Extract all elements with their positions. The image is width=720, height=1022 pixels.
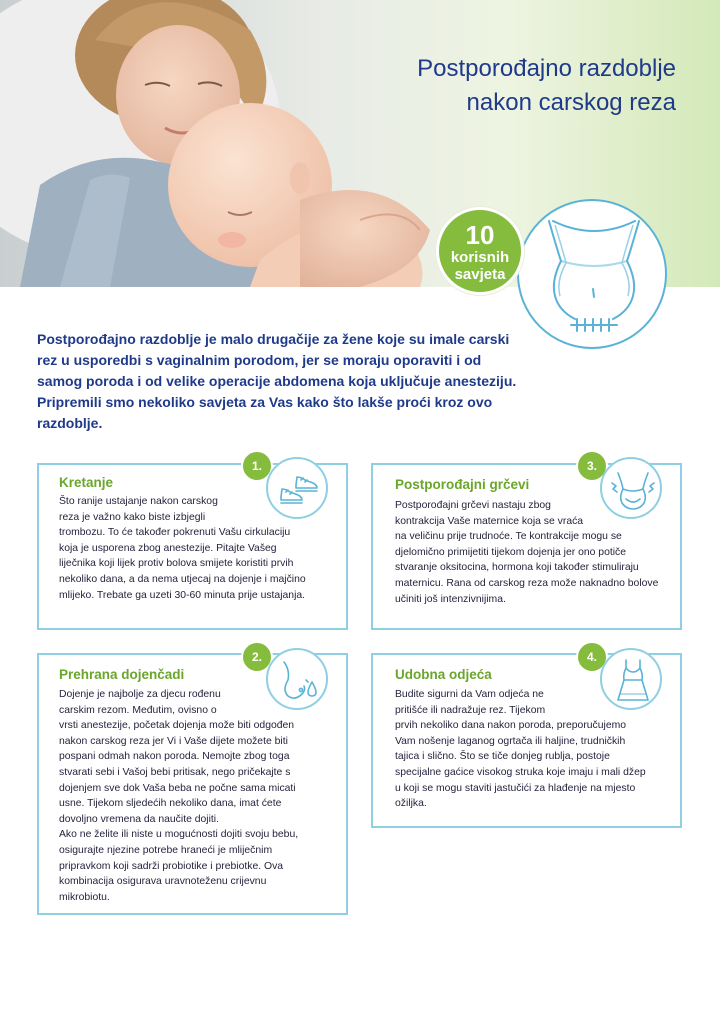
tip-line: osigurajte njezine potrebe hraneći je mliječnim bbox=[59, 844, 273, 856]
tip-line: stvaranje oksitocina, hormona koji također stimuliraju bbox=[395, 562, 639, 574]
uterus-cramp-icon bbox=[602, 459, 664, 521]
tip-number-2: 2. bbox=[241, 641, 273, 673]
tip-line: stvarati sebi i Vašoj bebi pritisak, nego pričekajte s bbox=[59, 766, 291, 778]
tip-icon-circle-3 bbox=[600, 457, 662, 519]
c-section-belly-icon bbox=[519, 201, 669, 351]
tip-title: Udobna odjeća bbox=[395, 667, 492, 682]
page-title bbox=[346, 52, 676, 120]
intro-paragraph: Postporođajno razdoblje je malo drugačije za žene koje su imale carski rez u usporedbi s vaginalnim porodom, jer se moraju oporaviti i od samog poroda i od velike operacije abdomena koja uključuje anesteziju. Pripremili smo nekoliko savjeta za Vas kako što lakše proći kroz ovo razdoblje. bbox=[37, 331, 517, 431]
tip-line: na veličinu prije trudnoće. Te kontrakcije mogu se bbox=[395, 531, 622, 543]
tip-line: Ako ne želite ili niste u mogućnosti dojiti svoju bebu, bbox=[59, 829, 299, 841]
tip-line: kombinacija osigurava uravnoteženu crijevnu bbox=[59, 876, 267, 888]
tip-text bbox=[59, 687, 349, 905]
tip-line: dojenjem sve dok Vaša beba ne počne sama micati bbox=[59, 782, 296, 794]
tip-line: Što ranije ustajanje nakon carskog bbox=[59, 496, 218, 507]
title-line-2: nakon carskog reza bbox=[466, 89, 676, 116]
tip-title: Postporođajni grčevi bbox=[395, 477, 530, 492]
tip-line: Postporođajni grčevi nastaju zbog bbox=[395, 500, 551, 511]
tip-number-1: 1. bbox=[241, 450, 273, 482]
tip-line: pritišće ili nadražuje rez. Tijekom bbox=[395, 704, 546, 716]
tip-line: liječnika koji lijek protiv bolova smijete koristiti prvih bbox=[59, 558, 294, 570]
tip-line: nakon carskog reza jer Vi i Vaše dijete možete biti bbox=[59, 735, 288, 747]
tip-title: Kretanje bbox=[59, 475, 114, 490]
tip-icon-circle-2 bbox=[266, 648, 328, 710]
breast-milk-icon bbox=[268, 650, 330, 712]
tip-line: usne. Tijekom sljedećih nekoliko dana, imat ćete bbox=[59, 798, 282, 810]
tip-line: trombozu. To će također pokrenuti Vašu cirkulaciju bbox=[59, 527, 291, 539]
tip-line: specijalne gaćice visokog struka koje imaju i mali džep bbox=[395, 766, 646, 778]
tip-line: učiniti još intenzivnijima. bbox=[395, 593, 506, 605]
tip-line: kontrakcija Vaše maternice koja se vraća bbox=[395, 515, 584, 527]
tip-line: prvih nekoliko dana nakon poroda, preporučujemo bbox=[395, 720, 627, 732]
sneakers-icon bbox=[268, 459, 330, 521]
tip-line: maternicu. Rana od carskog reza može naknadno bolove bbox=[395, 577, 659, 589]
tip-line: ožiljka. bbox=[395, 798, 427, 810]
tip-line: pospani odmah nakon poroda. Nemojte zbog toga bbox=[59, 751, 290, 763]
tip-line: Vam nošenje laganog ogrtača ili haljine, trudničkih bbox=[395, 735, 626, 747]
tip-line: koja je usporena zbog anestezije. Pitajte Vašeg bbox=[59, 542, 277, 554]
tip-line: pripravkom koji sadrži probiotike i prebiotke. Ova bbox=[59, 860, 284, 872]
tip-line: vrsti anestezije, početak dojenja može biti odgođen bbox=[59, 720, 295, 732]
tip-line: djelomično primijetiti tijekom dojenja jer ono potiče bbox=[395, 546, 627, 558]
tip-line: tajica i slično. Što se tiče donjeg rublja, postoje bbox=[395, 751, 610, 763]
tip-line: mlijeko. Trebate ga uzeti 30-60 minuta prije ustajanja. bbox=[59, 589, 306, 601]
tip-line: Budite sigurni da Vam odjeća ne bbox=[395, 689, 544, 700]
badge-number: 10 bbox=[465, 220, 495, 250]
tip-line: dovoljno vremena da naučite dojiti. bbox=[59, 813, 219, 825]
tip-title: Prehrana dojenčadi bbox=[59, 667, 185, 682]
tip-number-3: 3. bbox=[576, 450, 608, 482]
tip-line: Dojenje je najbolje za djecu rođenu bbox=[59, 689, 221, 700]
dress-icon bbox=[602, 650, 664, 712]
tip-icon-circle-1 bbox=[266, 457, 328, 519]
tip-line: u koji se mogu staviti jastučići za hlađenje na mjesto bbox=[395, 782, 636, 794]
tips-badge bbox=[436, 207, 524, 295]
tip-line: mikrobiotu. bbox=[59, 891, 110, 903]
tip-icon-circle-4 bbox=[600, 648, 662, 710]
tip-number-4: 4. bbox=[576, 641, 608, 673]
belly-illustration bbox=[517, 199, 667, 349]
badge-line-2: savjeta bbox=[454, 266, 506, 283]
tip-line: carskim rezom. Međutim, ovisno o bbox=[59, 704, 217, 716]
title-line-1: Postporođajno razdoblje bbox=[417, 55, 676, 82]
tip-line: nekoliko dana, a da nema utjecaj na dojenje i majčino bbox=[59, 573, 306, 585]
tip-line: reza je važno kako biste izbjegli bbox=[59, 511, 206, 523]
badge-line-1: korisnih bbox=[450, 249, 510, 266]
